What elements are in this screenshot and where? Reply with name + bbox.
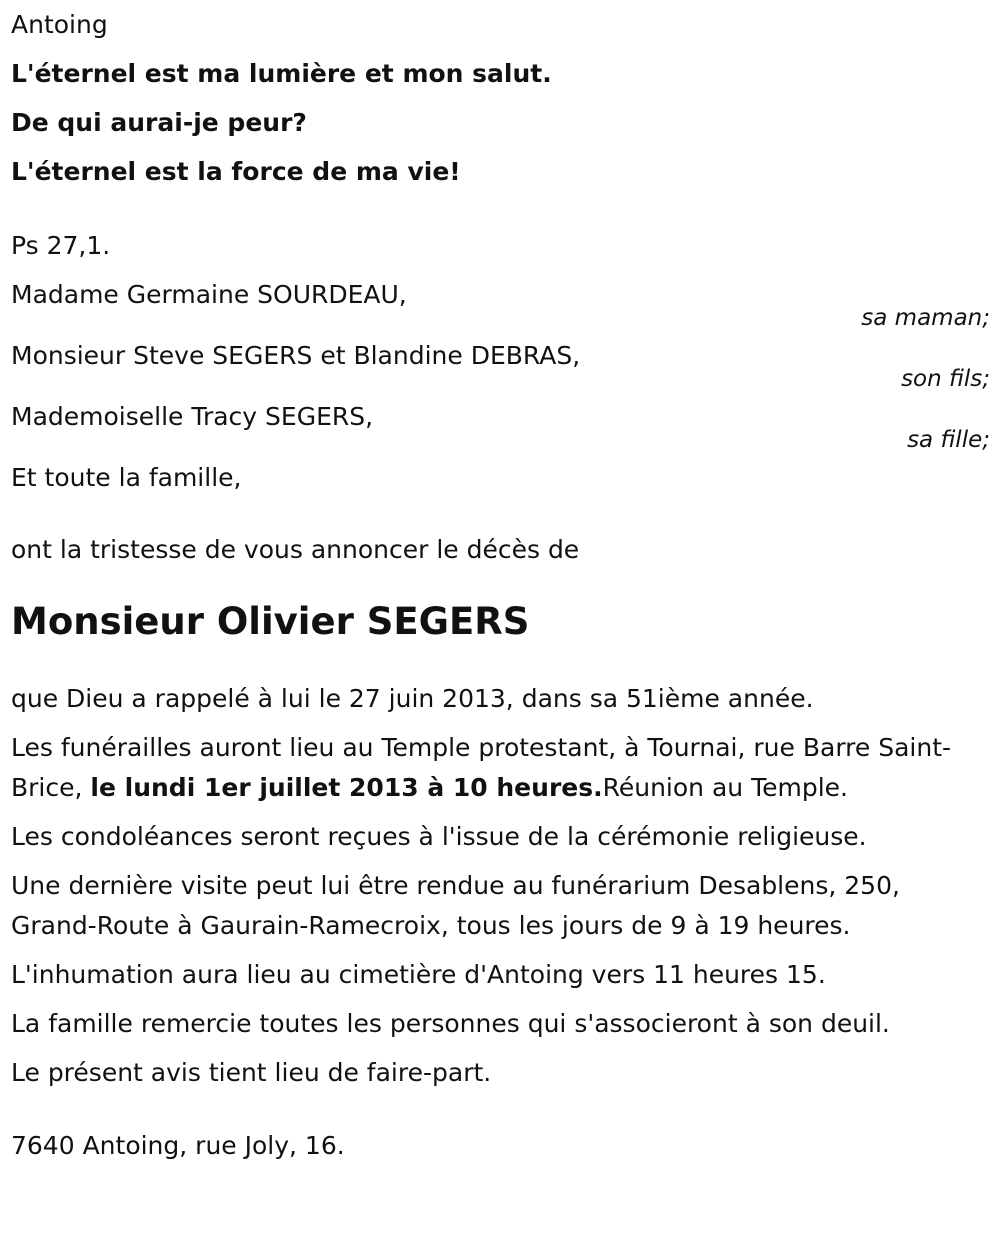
verse-reference: Ps 27,1. <box>11 231 111 260</box>
location-header: Antoing <box>11 10 108 39</box>
obituary-notice <box>11 0 992 1175</box>
funeral-meeting-note: Réunion au Temple. <box>602 773 848 802</box>
family-member-relation: sa fille; <box>907 427 990 453</box>
funeral-date-time: le lundi 1er juillet 2013 à 10 heures. <box>90 773 603 802</box>
announcement-text: ont la tristesse de vous annoncer le décès de <box>11 535 580 564</box>
deceased-name: Monsieur Olivier SEGERS <box>11 600 530 643</box>
family-member-name: Mademoiselle Tracy SEGERS, <box>11 402 374 431</box>
visit-paragraph: Une dernière visite peut lui être rendue au funérarium Desablens, 250, Grand-Route à Gaurain-Ramecroix, tous les jours de 9 à 19 heures. <box>11 871 900 940</box>
family-member-name: Madame Germaine SOURDEAU, <box>11 280 407 309</box>
funeral-details-paragraph <box>11 728 992 808</box>
verse-line-1: L'éternel est ma lumière et mon salut. <box>11 59 552 88</box>
family-member-name: Monsieur Steve SEGERS et Blandine DEBRAS, <box>11 341 581 370</box>
verse-line-3: L'éternel est la force de ma vie! <box>11 157 461 186</box>
family-member-relation: sa maman; <box>861 305 990 331</box>
verse-line-2: De qui aurai-je peur? <box>11 108 307 137</box>
burial-paragraph: L'inhumation aura lieu au cimetière d'Antoing vers 11 heures 15. <box>11 960 826 989</box>
condolences-paragraph: Les condoléances seront reçues à l'issue de la cérémonie religieuse. <box>11 822 867 851</box>
thanks-paragraph: La famille remercie toutes les personnes qui s'associeront à son deuil. <box>11 1009 890 1038</box>
family-member-relation: son fils; <box>901 366 990 392</box>
family-address: 7640 Antoing, rue Joly, 16. <box>11 1131 345 1160</box>
notice-paragraph: Le présent avis tient lieu de faire-part. <box>11 1058 492 1087</box>
funeral-details-text: Les funérailles auront lieu au Temple protestant, à Tournai, rue Barre Saint-Brice, <box>11 733 952 802</box>
family-closing: Et toute la famille, <box>11 463 242 492</box>
death-date-paragraph: que Dieu a rappelé à lui le 27 juin 2013, dans sa 51ième année. <box>11 684 814 713</box>
